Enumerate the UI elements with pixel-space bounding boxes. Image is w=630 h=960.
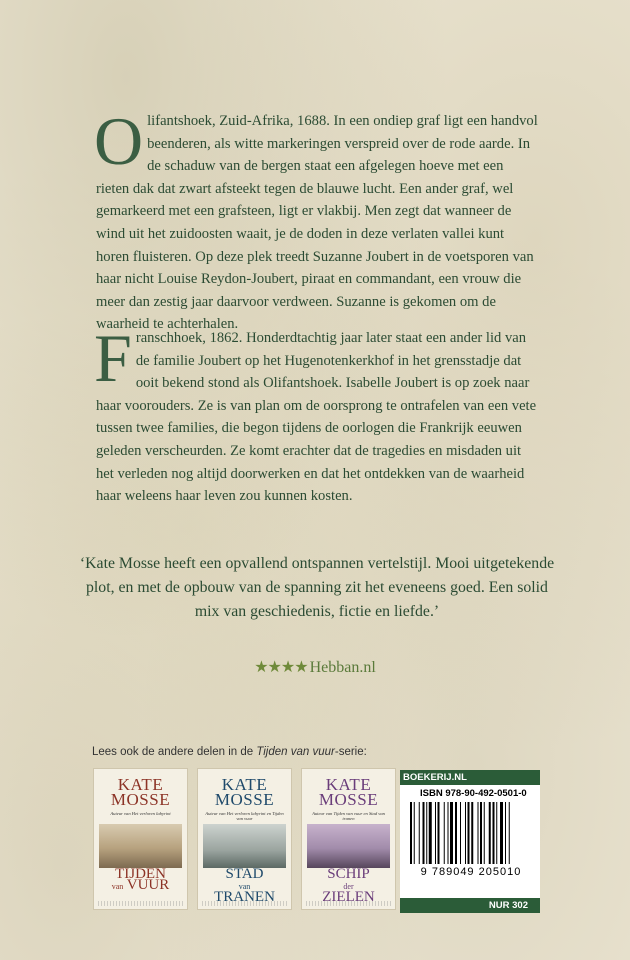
book-tagline: Auteur van Het verloren labyrint en Tijden van vuur [205, 811, 284, 821]
book-cover-illustration [203, 824, 286, 868]
barcode-digits: 9 789049 205010 [420, 866, 522, 878]
book-title: SCHIP der ZIELEN [322, 866, 375, 905]
book-fineprint [306, 901, 391, 906]
series-name: Tijden van vuur [256, 746, 335, 758]
blurb-paragraph-2-text: ranschhoek, 1862. Honderdtachtig jaar later staat een ander lid van de familie Joubert op het Hugenotenkerkhof in het grensstadje dat ooit bekend stond als Olifantshoek. Isabelle Joubert is op zoek naar haar voorouders. Ze is van plan om de oorsprong te ontrafelen van een vete tussen twee families, die begon tijdens de oorlogen die Frankrijk eeuwen geleden verscheurden. Ze komt erachter dat de tragedies en misdaden uit het verleden nog altijd doorwerken en dat het ontdekken van de waarheid haar weleens haar leven zou kunnen kosten. [96, 330, 537, 505]
dropcap-f: F [94, 320, 132, 396]
isbn-text: ISBN 978-90-492-0501-0 [420, 788, 527, 799]
book-cover-stad-van-tranen [197, 768, 292, 910]
book-cover-tijden-van-vuur [93, 768, 188, 910]
barcode-panel [400, 770, 540, 913]
dropcap-o: O [94, 103, 144, 179]
series-prefix: Lees ook de andere delen in de [92, 746, 257, 758]
book-author: KATE MOSSE [318, 775, 379, 809]
book-author: KATE MOSSE [110, 775, 171, 809]
book-author: KATE MOSSE [214, 775, 275, 809]
book-fineprint [202, 901, 287, 906]
review-source-name: Hebban.nl [309, 659, 376, 676]
book-cover-illustration [307, 824, 390, 868]
blurb-paragraph-1-text: lifantshoek, Zuid-Afrika, 1688. In een ondiep graf ligt een handvol beenderen, als witte markeringen verspreid over de rode aarde. In de schaduw van de bergen staat een afgelegen hoeve met een rieten dak dat zwart afsteekt tegen de blauwe lucht. Een ander graf, wel gemarkeerd met een grafsteen, ligt er vlakbij. Men zegt dat wanneer de wind uit het zuidoosten waait, je de doden in deze verlaten vallei kunt horen fluisteren. Op deze plek treedt Suzanne Joubert in de voetsporen van haar nicht Louise Reydon-Joubert, piraat en commandant, een vrouw die meer dan zestig jaar daarvoor verdween. Suzanne is gekomen om de waarheid te achterhalen. [96, 113, 538, 333]
series-intro [92, 746, 367, 758]
review-quote: ‘Kate Mosse heeft een opvallend ontspannen vertelstijl. Mooi uitgetekende plot, en met de opbouw van de spanning zit het eveneens goed. Een solid mix van geschiedenis, fictie en liefde.’ [79, 555, 555, 620]
book-tagline: Auteur van Het verloren labyrint [110, 811, 171, 816]
barcode-bars [408, 802, 532, 866]
rating-stars: ★★★★ [254, 659, 308, 676]
blurb-paragraph-2 [94, 320, 540, 508]
review-source [0, 657, 630, 677]
publisher-label: BOEKERIJ.NL [400, 770, 540, 785]
book-cover-illustration [99, 824, 182, 868]
series-suffix: -serie: [334, 746, 367, 758]
book-fineprint [98, 901, 183, 906]
book-cover-schip-der-zielen [301, 768, 396, 910]
book-title: STAD van TRANEN [214, 866, 275, 905]
blurb-paragraph-1 [94, 103, 540, 336]
book-title: TIJDEN van VUUR [111, 866, 170, 893]
nur-label: NUR 302 [400, 898, 540, 913]
book-tagline: Auteur van Tijden van vuur en Stad van tranen [312, 811, 385, 821]
